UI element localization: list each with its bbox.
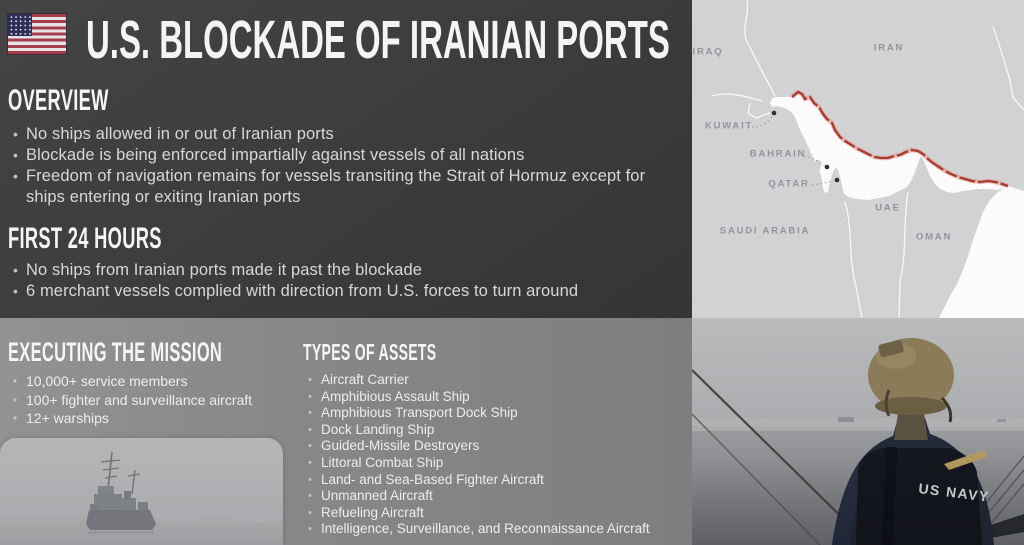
- types-of-assets-heading: TYPES OF ASSETS: [303, 339, 437, 365]
- map-label-bahrain: BAHRAIN: [749, 148, 807, 160]
- section-overview: [8, 86, 668, 208]
- bullet-item: • Land- and Sea-Based Fighter Aircraft: [321, 472, 689, 489]
- bullet-item: • Freedom of navigation remains for vessels transiting the Strait of Hormuz except for ships entering or exiting Iranian ports: [26, 166, 668, 208]
- bullet-item: • 100+ fighter and surveillance aircraft: [26, 391, 293, 410]
- map-label-oman: OMAN: [915, 231, 953, 243]
- overview-bullets: [8, 124, 668, 208]
- bullet-item: • No ships from Iranian ports made it past the blockade: [26, 260, 668, 281]
- section-first-24-hours: [8, 224, 668, 302]
- us-flag-icon: [8, 14, 66, 54]
- sailor-photo: [692, 318, 1024, 545]
- bahrain-island: [815, 160, 821, 171]
- executing-the-mission-bullets: [8, 372, 293, 428]
- map-label-iraq: IRAQ: [692, 46, 724, 58]
- bullet-item: • No ships allowed in or out of Iranian ports: [26, 124, 668, 145]
- bullet-item: • Blockade is being enforced impartially against vessels of all nations: [26, 145, 668, 166]
- bullet-item: • Amphibious Assault Ship: [321, 389, 689, 406]
- mission-panel: [0, 318, 694, 545]
- bullet-item: • 12+ warships: [26, 409, 293, 428]
- bullet-item: • Unmanned Aircraft: [321, 488, 689, 505]
- map-label-saudi-arabia: SAUDI ARABIA: [719, 225, 811, 237]
- vignette: [692, 318, 1024, 545]
- overview-heading: OVERVIEW: [8, 84, 109, 117]
- warship-photo-graphic: [0, 438, 283, 545]
- bullet-item: • Littoral Combat Ship: [321, 455, 689, 472]
- bullet-item: • Guided-Missile Destroyers: [321, 438, 689, 455]
- bullet-item: • 10,000+ service members: [26, 372, 293, 391]
- haze-overlay: [0, 438, 283, 545]
- map-label-iran: IRAN: [873, 42, 905, 54]
- kuwait-dot: [772, 111, 777, 116]
- sailor-photo-graphic: [692, 318, 1024, 545]
- warship-photo: [0, 438, 283, 545]
- executing-the-mission-heading: EXECUTING THE MISSION: [8, 337, 223, 367]
- bahrain-dot: [825, 165, 830, 170]
- first-24-hours-bullets: [8, 260, 668, 302]
- section-executing-the-mission: [8, 338, 293, 428]
- briefing-panel: [0, 0, 694, 320]
- bullet-item: • Aircraft Carrier: [321, 372, 689, 389]
- bullet-item: • Amphibious Transport Dock Ship: [321, 405, 689, 422]
- map-label-qatar: QATAR: [768, 178, 810, 190]
- bullet-item: • 6 merchant vessels complied with direction from U.S. forces to turn around: [26, 281, 668, 302]
- page-title: U.S. BLOCKADE OF IRANIAN PORTS: [86, 10, 670, 70]
- flag-canton: [8, 14, 32, 36]
- bullet-item: • Refueling Aircraft: [321, 505, 689, 522]
- bullet-item: • Dock Landing Ship: [321, 422, 689, 439]
- gulf-map: [692, 0, 1024, 318]
- qatar-dot: [835, 178, 840, 183]
- first-24-hours-heading: FIRST 24 HOURS: [8, 222, 162, 255]
- section-types-of-assets: [303, 340, 689, 538]
- map-label-kuwait: KUWAIT: [704, 120, 754, 132]
- map-label-uae: UAE: [875, 202, 901, 214]
- bullet-item: • Intelligence, Surveillance, and Reconnaissance Aircraft: [321, 521, 689, 538]
- gulf-map-graphic: [692, 0, 1024, 318]
- types-of-assets-bullets: [303, 372, 689, 538]
